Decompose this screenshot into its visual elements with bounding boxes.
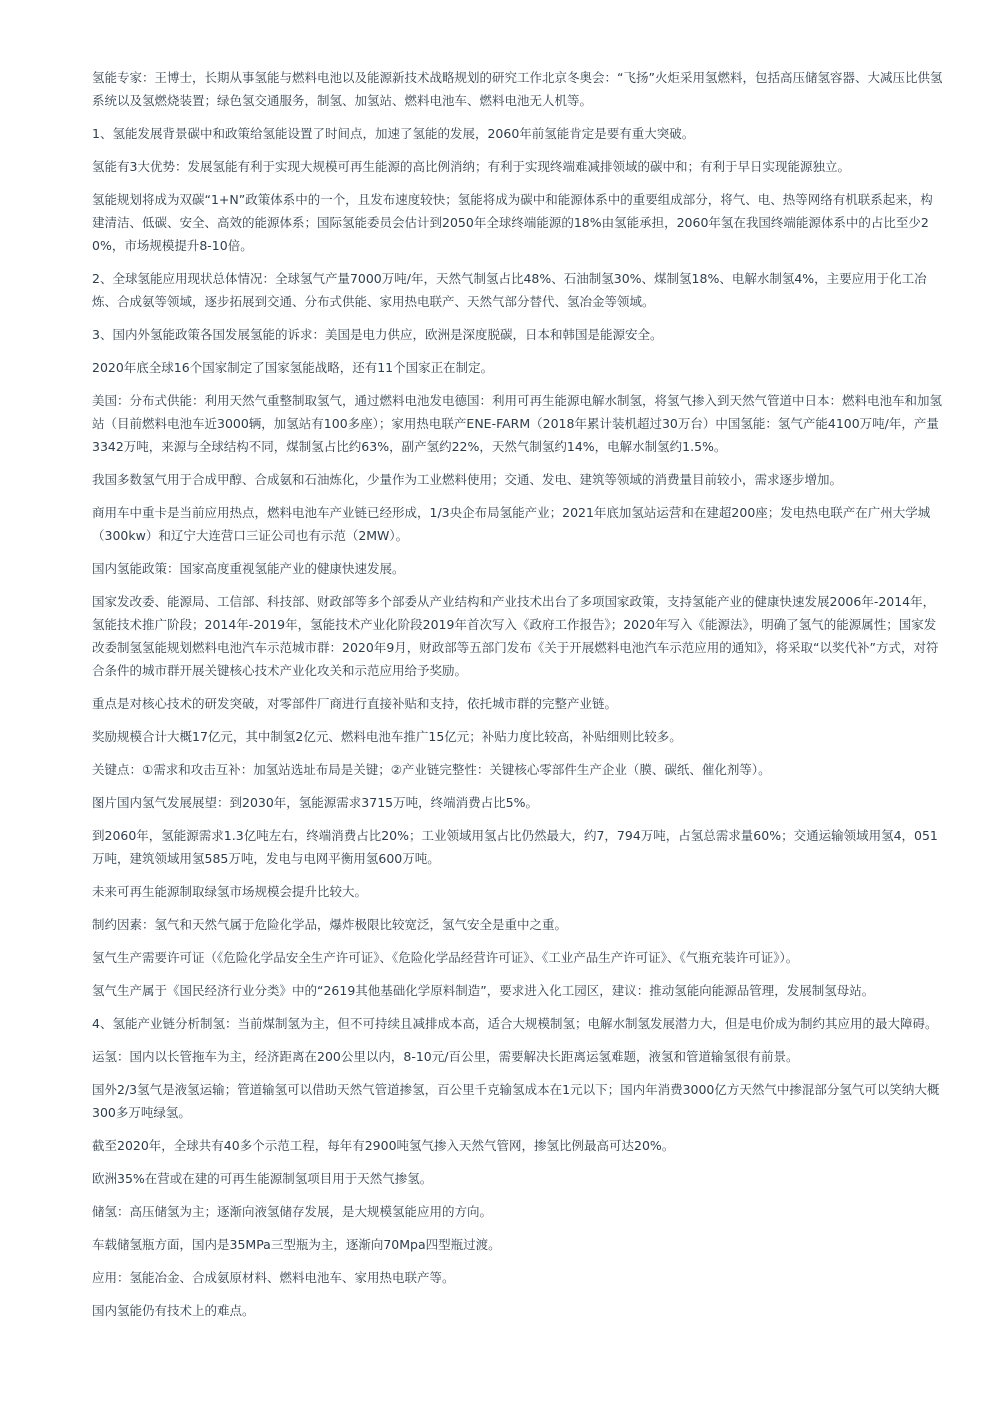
paragraph-outlook-2030: 图片国内氢气发展展望：到2030年，氢能源需求3715万吨，终端消费占比5%。 <box>92 795 538 810</box>
paragraph-national-strategies: 2020年底全球16个国家制定了国家氢能战略，还有11个国家正在制定。 <box>92 360 494 375</box>
paragraph-china-usage: 我国多数氢气用于合成甲醇、合成氨和石油炼化，少量作为工业燃料使用；交通、发电、建筑等领域的消费量目前较小，需求逐步增加。 <box>92 472 843 487</box>
paragraph-policy-timeline: 国家发改委、能源局、工信部、科技部、财政部等多个部委从产业结构和产业技术出台了多项国家政策，支持氢能产业的健康快速发展2006年-2014年，氢能技术推广阶段；2014年-2019年，氢能技术产业化阶段2019年首次写入《政府工作报告》；2020年写入《能源法》，明确了氢气的能源属性；国家发改委制氢氢能规划燃料电池汽车示范城市群：2020年9月，财政部等五部门发布《关于开展燃料电池汽车示范应用的通知》，将采取“以奖代补”方式，对符合条件的城市群开展关键核心技术产业化攻关和示范应用给予奖励。 <box>92 594 939 678</box>
paragraph-section-1: 1、氢能发展背景碳中和政策给氢能设置了时间点，加速了氢能的发展，2060年前氢能肯定是要有重大突破。 <box>92 126 695 141</box>
paragraph-europe: 欧洲35%在营或在建的可再生能源制氢项目用于天然气掺氢。 <box>92 1171 433 1186</box>
paragraph-industry-classification: 氢气生产属于《国民经济行业分类》中的“2619其他基础化学原料制造”，要求进入化工园区，建议：推动氢能向能源品管理，发展制氢母站。 <box>92 983 875 998</box>
paragraph-licenses: 氢气生产需要许可证（《危险化学品安全生产许可证》、《危险化学品经营许可证》、《工业产品生产许可证》、《气瓶充装许可证》）。 <box>92 950 799 965</box>
paragraph-applications: 应用：氢能冶金、合成氨原材料、燃料电池车、家用热电联产等。 <box>92 1270 455 1285</box>
paragraph-vehicle-tanks: 车载储氢瓶方面，国内是35MPa三型瓶为主，逐渐向70Mpa四型瓶过渡。 <box>92 1237 501 1252</box>
paragraph-overseas-transport: 国外2/3氢气是液氢运输；管道输氢可以借助天然气管道掺氢，百公里千克输氢成本在1元以下；国内年消费3000亿方天然气中掺混部分氢气可以笑纳大概300多万吨绿氢。 <box>92 1082 940 1120</box>
paragraph-transport: 运氢：国内以长管拖车为主，经济距离在200公里以内，8-10元/百公里，需要解决长距离运氢难题，液氢和管道输氢很有前景。 <box>92 1049 799 1064</box>
paragraph-storage: 储氢：高压储氢为主；逐渐向液氢储存发展，是大规模氢能应用的方向。 <box>92 1204 493 1219</box>
paragraph-challenges: 国内氢能仍有技术上的难点。 <box>92 1303 255 1318</box>
paragraph-core-tech: 重点是对核心技术的研发突破，对零部件厂商进行直接补贴和支持，依托城市群的完整产业链。 <box>92 696 618 711</box>
paragraph-outlook-2060: 到2060年，氢能源需求1.3亿吨左右，终端消费占比20%；工业领域用氢占比仍然最大，约7，794万吨，占氢总需求量60%；交通运输领域用氢4，051万吨，建筑领域用氢585万吨，发电与电网平衡用氢600万吨。 <box>92 828 938 866</box>
paragraph-constraints: 制约因素：氢气和天然气属于危险化学品，爆炸极限比较宽泛，氢气安全是重中之重。 <box>92 917 568 932</box>
paragraph-key-points: 关键点：①需求和攻击互补：加氢站选址布局是关键；②产业链完整性：关键核心零部件生产企业（膜、碳纸、催化剂等）。 <box>92 762 771 777</box>
paragraph-section-3: 3、国内外氢能政策各国发展氢能的诉求：美国是电力供应，欧洲是深度脱碳，日本和韩国是能源安全。 <box>92 327 663 342</box>
paragraph-country-comparison: 美国：分布式供能：利用天然气重整制取氢气，通过燃料电池发电德国：利用可再生能源电解水制氢，将氢气掺入到天然气管道中日本：燃料电池车和加氢站（目前燃料电池车近3000辆，加氢站有100多座）；家用热电联产ENE-FARM（2018年累计装机超过30万台）中国氢能：氢气产能4100万吨/年，产量3342万吨，来源与全球结构不同，煤制氢占比约63%，副产氢约22%，天然气制氢约14%，电解水制氢约1.5%。 <box>92 393 943 454</box>
paragraph-section-2: 2、全球氢能应用现状总体情况：全球氢气产量7000万吨/年，天然气制氢占比48%、石油制氢30%、煤制氢18%、电解水制氢4%，主要应用于化工冶炼、合成氨等领域，逐步拓展到交通、分布式供能、家用热电联产、天然气部分替代、氢冶金等领域。 <box>92 271 927 309</box>
paragraph-advantages: 氢能有3大优势：发展氢能有利于实现大规模可再生能源的高比例消纳；有利于实现终端难减排领域的碳中和；有利于早日实现能源独立。 <box>92 159 850 174</box>
paragraph-section-4: 4、氢能产业链分析制氢：当前煤制氢为主，但不可持续且减排成本高，适合大规模制氢；电解水制氢发展潜力大，但是电价成为制约其应用的最大障碍。 <box>92 1016 938 1031</box>
document-body <box>92 66 944 1332</box>
paragraph-demo-projects: 截至2020年，全球共有40多个示范工程，每年有2900吨氢气掺入天然气管网，掺氢比例最高可达20%。 <box>92 1138 675 1153</box>
paragraph-intro: 氢能专家：王博士，长期从事氢能与燃料电池以及能源新技术战略规划的研究工作北京冬奥会：“飞扬”火炬采用氢燃料，包括高压储氢容器、大减压比供氢系统以及氢燃烧装置；绿色氢交通服务，制氢、加氢站、燃料电池车、燃料电池无人机等。 <box>92 70 943 108</box>
paragraph-commercial-vehicles: 商用车中重卡是当前应用热点，燃料电池车产业链已经形成，1/3央企布局氢能产业；2021年底加氢站运营和在建超200座；发电热电联产在广州大学城（300kw）和辽宁大连营口三证公司也有示范（2MW）。 <box>92 505 931 543</box>
paragraph-domestic-policy: 国内氢能政策：国家高度重视氢能产业的健康快速发展。 <box>92 561 405 576</box>
paragraph-subsidy-scale: 奖励规模合计大概17亿元，其中制氢2亿元、燃料电池车推广15亿元；补贴力度比较高，补贴细则比较多。 <box>92 729 682 744</box>
paragraph-planning: 氢能规划将成为双碳“1+N”政策体系中的一个，且发布速度较快；氢能将成为碳中和能源体系中的重要组成部分，将气、电、热等网络有机联系起来，构建清洁、低碳、安全、高效的能源体系；国际氢能委员会估计到2050年全球终端能源的18%由氢能承担，2060年氢在我国终端能源体系中的占比至少20%，市场规模提升8-10倍。 <box>92 192 933 253</box>
paragraph-green-hydrogen: 未来可再生能源制取绿氢市场规模会提升比较大。 <box>92 884 368 899</box>
